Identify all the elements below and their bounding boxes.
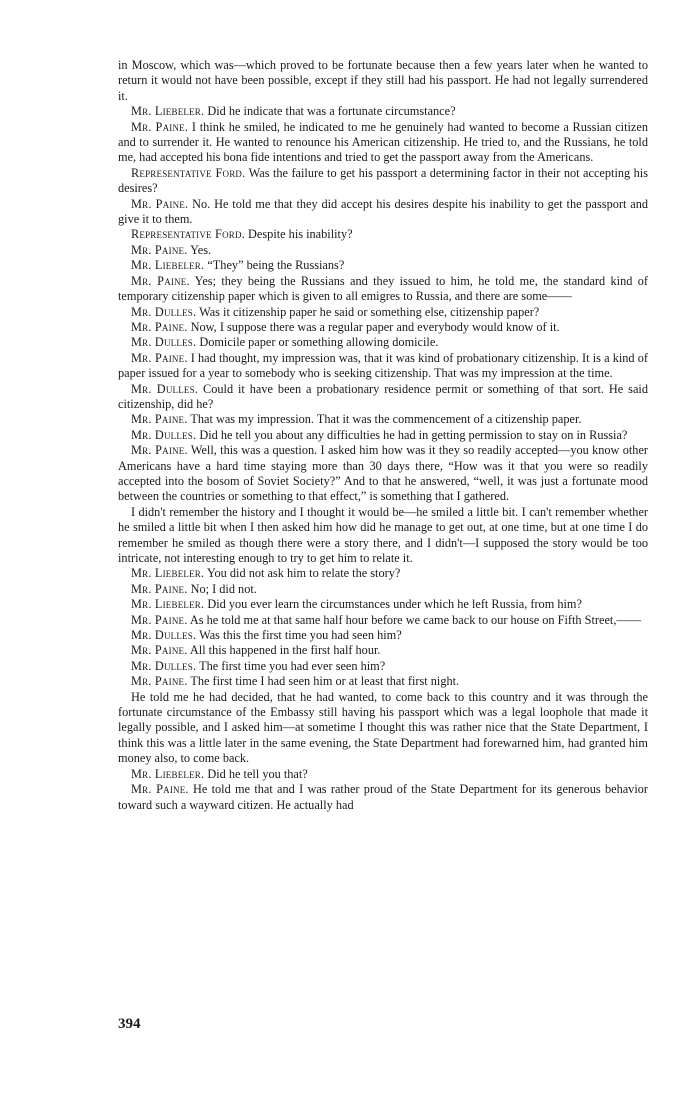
paragraph-text: Was the failure to get his passport a determining factor in their not accepting his desires? [118, 165, 648, 196]
paragraph-text: Did he tell you that? [204, 766, 308, 781]
page-number: 394 [118, 1016, 141, 1032]
paragraph-text: Did you ever learn the circumstances under which he left Russia, from him? [204, 597, 582, 612]
paragraph [118, 197, 648, 228]
speaker: Mr. Liebeler. [131, 104, 205, 119]
speaker: Mr. Paine. [131, 196, 189, 211]
speaker: Mr. Paine. [131, 273, 190, 288]
paragraph [118, 767, 648, 782]
paragraph-text: Despite his inability? [244, 227, 353, 242]
speaker: Representative Ford. [131, 165, 246, 180]
speaker: Mr. Paine. [131, 412, 188, 427]
paragraph [118, 382, 648, 413]
speaker: Mr. Dulles. [131, 658, 197, 673]
paragraph-text: Did he indicate that was a fortunate circumstance? [204, 104, 456, 119]
paragraph-text: “They” being the Russians? [204, 258, 345, 273]
speaker: Mr. Paine. [131, 643, 188, 658]
paragraph-text: You did not ask him to relate the story? [204, 566, 401, 581]
paragraph [118, 335, 648, 350]
paragraph [118, 443, 648, 505]
paragraph-text: All this happened in the first half hour. [187, 643, 381, 658]
paragraph-text: The first time I had seen him or at least that first night. [187, 674, 460, 689]
speaker: Mr. Paine. [131, 350, 188, 365]
paragraph [118, 628, 648, 643]
paragraph [118, 104, 648, 119]
paragraph-text: Was this the first time you had seen him? [196, 628, 402, 643]
speaker: Mr. Liebeler. [131, 566, 205, 581]
speaker: Mr. Liebeler. [131, 258, 205, 273]
paragraph-text: He told me that and I was rather proud of the State Department for its generous behavior toward such a wayward citizen. He actually had [118, 782, 648, 812]
testimony-text [118, 58, 648, 813]
speaker: Mr. Dulles. [131, 304, 197, 319]
paragraph [118, 305, 648, 320]
paragraph-text: Could it have been a probationary residence permit or something of that sort. He said citizenship, did he? [118, 381, 648, 411]
speaker: Mr. Liebeler. [131, 597, 205, 612]
paragraph-text: Did he tell you about any difficulties he had in getting permission to stay on in Russia? [196, 427, 628, 442]
paragraph-text: Yes. [187, 242, 212, 257]
paragraph [118, 566, 648, 581]
paragraph [118, 643, 648, 658]
paragraph-text: No; I did not. [187, 581, 257, 596]
paragraph [118, 782, 648, 813]
paragraph-text: I didn't remember the history and I thought it would be—he smiled a little bit. I can't remember whether he smiled a little bit when I then asked him how did he manage to get out, at one time, but at one time I do remember he smiled as though there were a story there, and I didn't—I supposed the story would be too intricate, not interesting enough to try to get him to relate it. [118, 504, 648, 565]
paragraph [118, 412, 648, 427]
speaker: Mr. Dulles. [131, 335, 197, 350]
speaker: Mr. Paine. [131, 782, 189, 797]
speaker: Mr. Paine. [131, 612, 188, 627]
paragraph [118, 674, 648, 689]
speaker: Mr. Paine. [131, 581, 188, 596]
paragraph-text: in Moscow, which was—which proved to be fortunate because then a few years later when he wanted to return it would not have been possible, except if they still had his passport. He had not legally surrendered it. [118, 58, 648, 103]
paragraph-text: That was my impression. That it was the commencement of a citizenship paper. [187, 412, 582, 427]
speaker: Mr. Liebeler. [131, 766, 205, 781]
paragraph [118, 166, 648, 197]
paragraph [118, 597, 648, 612]
paragraph-text: Was it citizenship paper he said or something else, citizenship paper? [196, 304, 540, 319]
paragraph-text: No. He told me that they did accept his desires despite his inability to get the passport and give it to them. [118, 196, 648, 227]
paragraph-text: Yes; they being the Russians and they issued to him, he told me, the standard kind of temporary citizenship paper which is given to all emigres to Russia, and there are some—— [118, 273, 648, 304]
speaker: Representative Ford. [131, 227, 245, 242]
paragraph [118, 258, 648, 273]
paragraph [118, 243, 648, 258]
paragraph-text: Domicile paper or something allowing domicile. [196, 335, 439, 350]
paragraph [118, 613, 648, 628]
paragraph [118, 428, 648, 443]
paragraph [118, 58, 648, 104]
paragraph-text: The first time you had ever seen him? [196, 658, 386, 673]
paragraph [118, 320, 648, 335]
speaker: Mr. Paine. [131, 119, 189, 134]
paragraph [118, 351, 648, 382]
paragraph-text: He told me he had decided, that he had wanted, to come back to this country and it was through the fortunate circumstance of the Embassy still having his passport which was a legal loophole that made it legally possible, and I asked him—at sometime I thought this was rather nice that the State Department, I think this was a little later in the same evening, the State Department had forewarned him, had granted him money also, to come back. [118, 689, 648, 766]
speaker: Mr. Paine. [131, 319, 188, 334]
paragraph-text: Now, I suppose there was a regular paper and everybody would know of it. [187, 319, 560, 334]
paragraph [118, 227, 648, 242]
paragraph [118, 120, 648, 166]
paragraph [118, 690, 648, 767]
speaker: Mr. Paine. [131, 242, 188, 257]
speaker: Mr. Dulles. [131, 427, 197, 442]
paragraph-text: Well, this was a question. I asked him how was it they so readily accepted—you know other Americans have a hard time staying more than 30 days there, “How was it that you were so readily accepted into the bosom of Soviet Society?” And to that he answered, “well, it was just a fortunate mood between the countries or something to that effect,” is something that I gathered. [118, 443, 649, 504]
paragraph-text: As he told me at that same half hour before we came back to our house on Fifth Street,—— [187, 612, 641, 627]
paragraph-text: I had thought, my impression was, that it was kind of probationary citizenship. It is a kind of paper issued for a year to somebody who is seeking citizenship. That was my impression at the time. [118, 350, 648, 381]
paragraph [118, 274, 648, 305]
paragraph [118, 582, 648, 597]
speaker: Mr. Paine. [131, 443, 188, 458]
paragraph [118, 505, 648, 567]
speaker: Mr. Paine. [131, 674, 188, 689]
paragraph [118, 659, 648, 674]
speaker: Mr. Dulles. [131, 628, 197, 643]
speaker: Mr. Dulles. [131, 381, 199, 396]
paragraph-text: I think he smiled, he indicated to me he genuinely had wanted to become a Russian citizen and to surrender it. He wanted to renounce his American citizenship. He tried to, and the Russians, he told me, had accepted his bona fide intentions and tried to get the passport away from the Americans. [118, 119, 648, 165]
